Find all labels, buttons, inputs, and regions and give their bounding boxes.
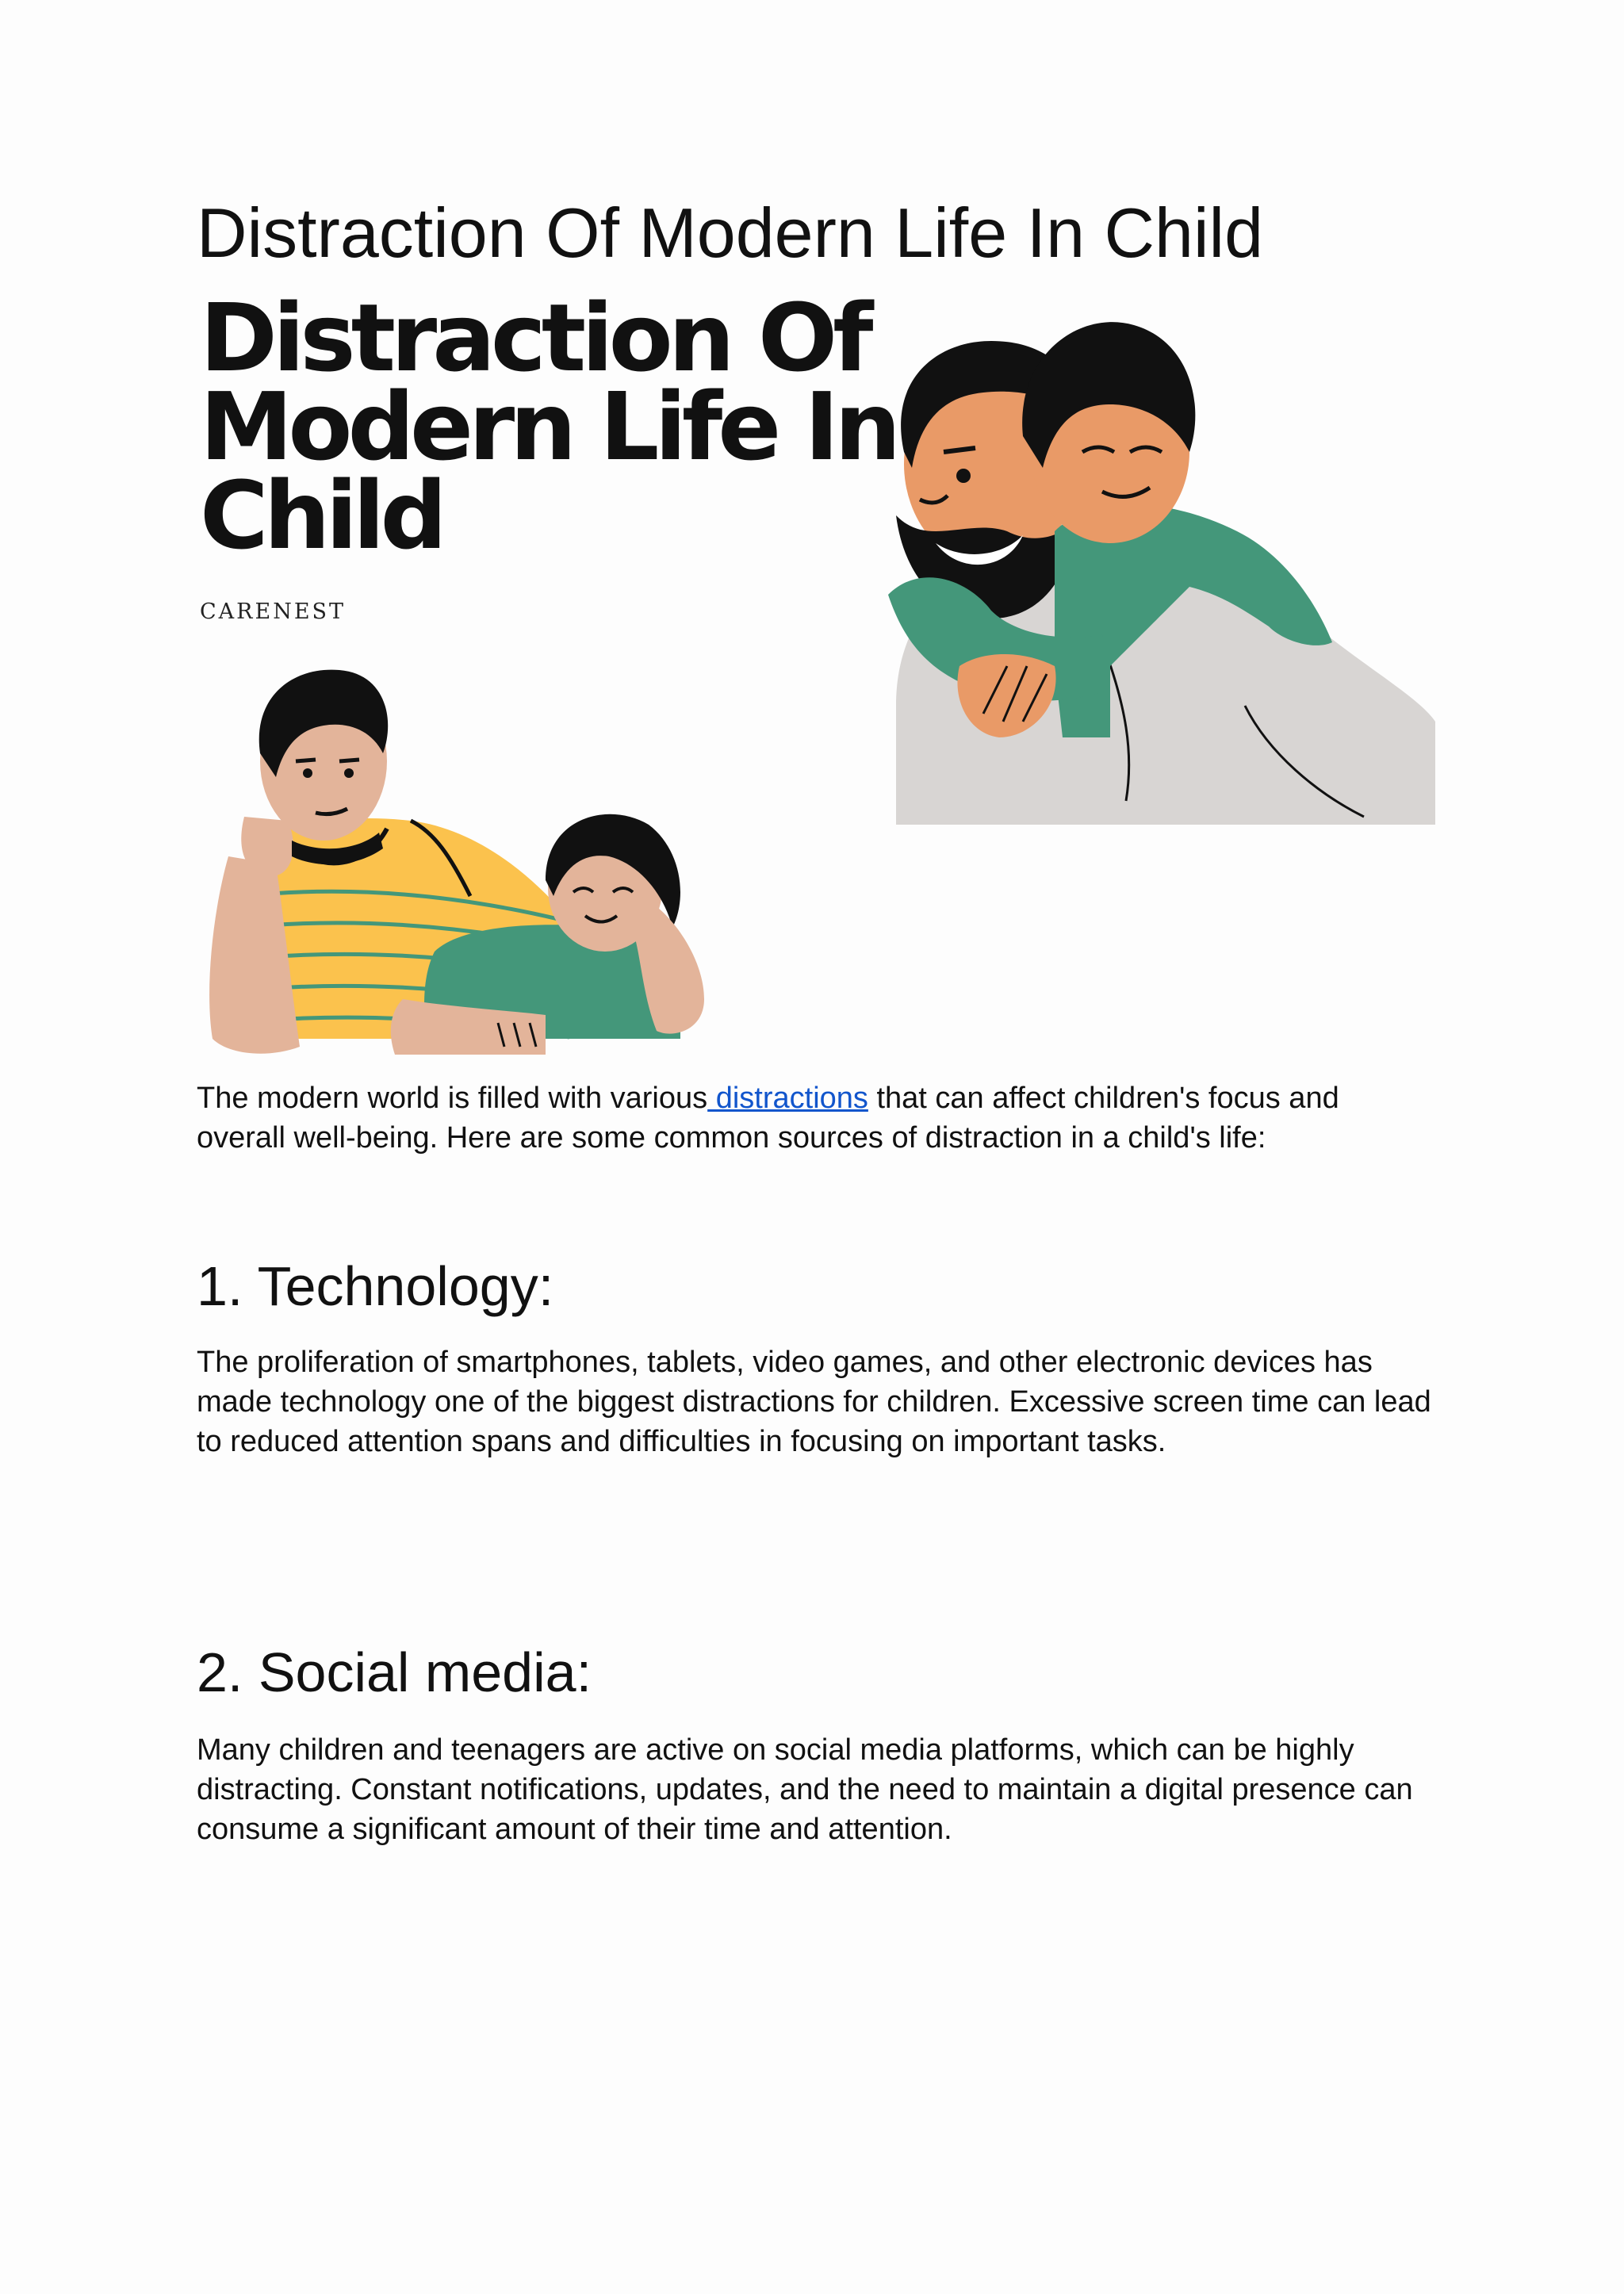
section-heading-technology: 1. Technology:: [197, 1255, 554, 1317]
section-body-technology: The proliferation of smartphones, tablets, video games, and other electronic devices has made technology one of the biggest distractions for children. Excessive screen time can lead to reduced attention spans and difficulties in focusing on important tasks.: [197, 1346, 1431, 1458]
intro-text-before: The modern world is filled with various: [197, 1082, 708, 1115]
hero-title-line: Modern Life In: [200, 372, 897, 481]
intro-paragraph: [197, 1078, 1434, 1158]
section-heading-social-media: 2. Social media:: [197, 1641, 592, 1703]
document-title: Distraction Of Modern Life In Child: [197, 193, 1264, 272]
intro-text-after: that can affect children's focus and overall well-being. Here are some common sources of distraction in a child's life:: [197, 1082, 1339, 1155]
father-daughter-illustration: [197, 658, 744, 1063]
brand-label: CARENEST: [200, 599, 347, 624]
hero-title-line: Child: [200, 461, 442, 570]
distractions-link[interactable]: distractions: [707, 1082, 868, 1115]
father-son-illustration: [872, 293, 1435, 833]
section-body-social-media: Many children and teenagers are active on social media platforms, which can be highly distracting. Constant notifications, updates, and the need to maintain a digital presence can consume a significant amount of their time and attention.: [197, 1733, 1413, 1846]
hero-image: [197, 283, 1434, 1070]
hero-title-line: Distraction Of: [200, 283, 869, 393]
hero-title: [200, 283, 897, 570]
